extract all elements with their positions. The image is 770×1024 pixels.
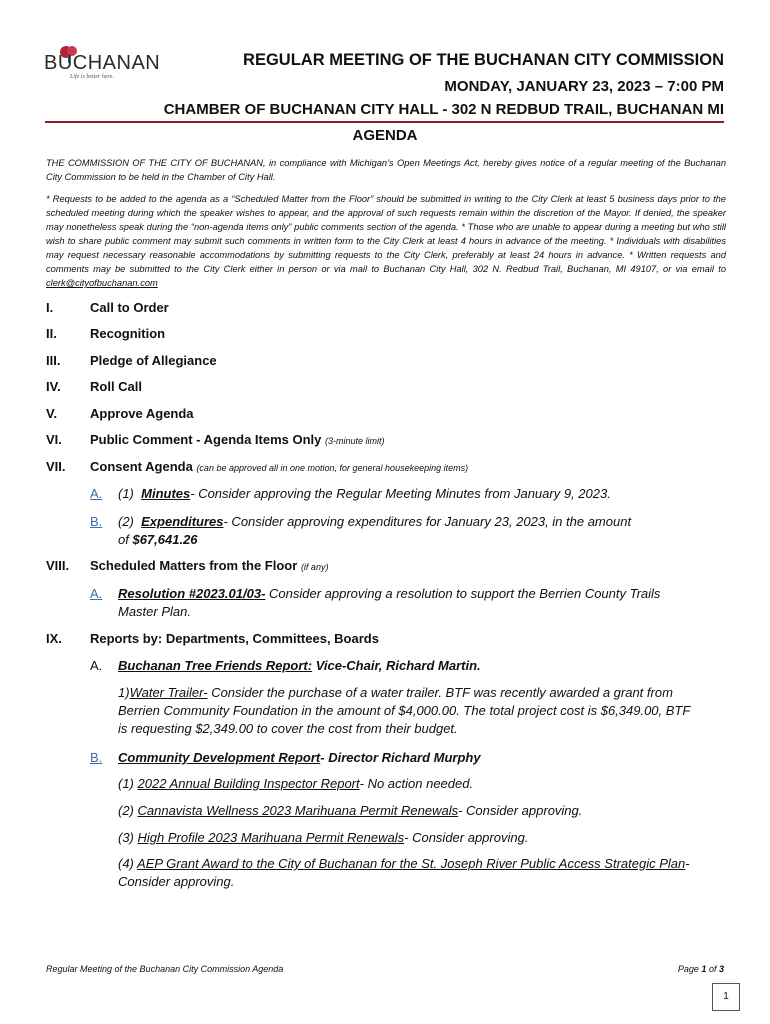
logo-text: BUCHANAN — [44, 52, 161, 74]
notice-paragraph: THE COMMISSION OF THE CITY OF BUCHANAN, in compliance with Michigan’s Open Meetings Act, hereby gives notice of a regular meeting of the Buchanan City Commission to be held in the Chamber of City Hall. — [46, 158, 726, 182]
logo-tagline: Life is better here. — [70, 74, 114, 80]
footer-page-number: Page 1 of 3 — [677, 964, 724, 974]
scheduled-a-link[interactable]: A. — [90, 586, 103, 601]
meeting-title: REGULAR MEETING OF THE BUCHANAN CITY COMMISSION — [243, 51, 724, 69]
water-trailer-detail: 1)Water Trailer- Consider the purchase of a water trailer. BTF was recently awarded a grant from Berrien Community Foundation in the amount of $4,000.00. The total project cost is $6,349.00, BTF is requesting $2,349.00 to cover the cost from their budget. — [118, 685, 691, 736]
consent-b-link[interactable]: B. — [90, 514, 103, 529]
city-logo — [40, 44, 160, 84]
header-divider — [45, 121, 724, 123]
consent-a-link[interactable]: A. — [90, 486, 103, 501]
meeting-location: CHAMBER OF BUCHANAN CITY HALL - 302 N REDBUD TRAIL, BUCHANAN MI — [163, 101, 724, 118]
requests-paragraph: * Requests to be added to the agenda as a “Scheduled Matter from the Floor” should be submitted in writing to the City Clerk at least 5 business days prior to the scheduled meeting during which the speaker wishes to appear, and the approval of such requests remain within the discretion of the Mayor. If denied, the speaker may nonetheless speak during the “non-agenda items only” public comments section of the agenda. * Those who are unable to appear during a meeting but who still wish to share public comment may submit such comments in written form to the City Clerk at least 4 hours in advance of the meeting. * Individuals with disabilities may request necessary reasonable accommodations by submitting requests to the City Clerk, preferably at least 24 hours in advance. * Written requests and comments may be submitted to the City Clerk either in person or via mail to Buchanan City Hall, 302 N. Redbud Trail, Buchanan, MI 49107, or via email to clerk@cityofbuchanan.com — [46, 194, 726, 288]
cd-item-2: (2) Cannavista Wellness 2023 Marihuana Permit Renewals- Consider approving. — [118, 803, 583, 818]
footer-title: Regular Meeting of the Buchanan City Commission Agenda — [46, 964, 284, 974]
cd-item-1: (1) 2022 Annual Building Inspector Report- No action needed. — [118, 776, 474, 791]
cd-item-4: (4) AEP Grant Award to the City of Buchanan for the St. Joseph River Public Access Strategic Plan- Consider approving. — [118, 856, 690, 889]
cd-item-3: (3) High Profile 2023 Marihuana Permit Renewals- Consider approving. — [118, 830, 529, 845]
agenda-heading: AGENDA — [352, 127, 418, 144]
meeting-date: MONDAY, JANUARY 23, 2023 – 7:00 PM — [444, 78, 724, 95]
report-b-link[interactable]: B. — [90, 750, 103, 765]
page-number-box: 1 — [712, 983, 740, 1011]
page-footer — [46, 964, 724, 974]
clerk-email-link[interactable]: clerk@cityofbuchanan.com — [46, 278, 158, 288]
